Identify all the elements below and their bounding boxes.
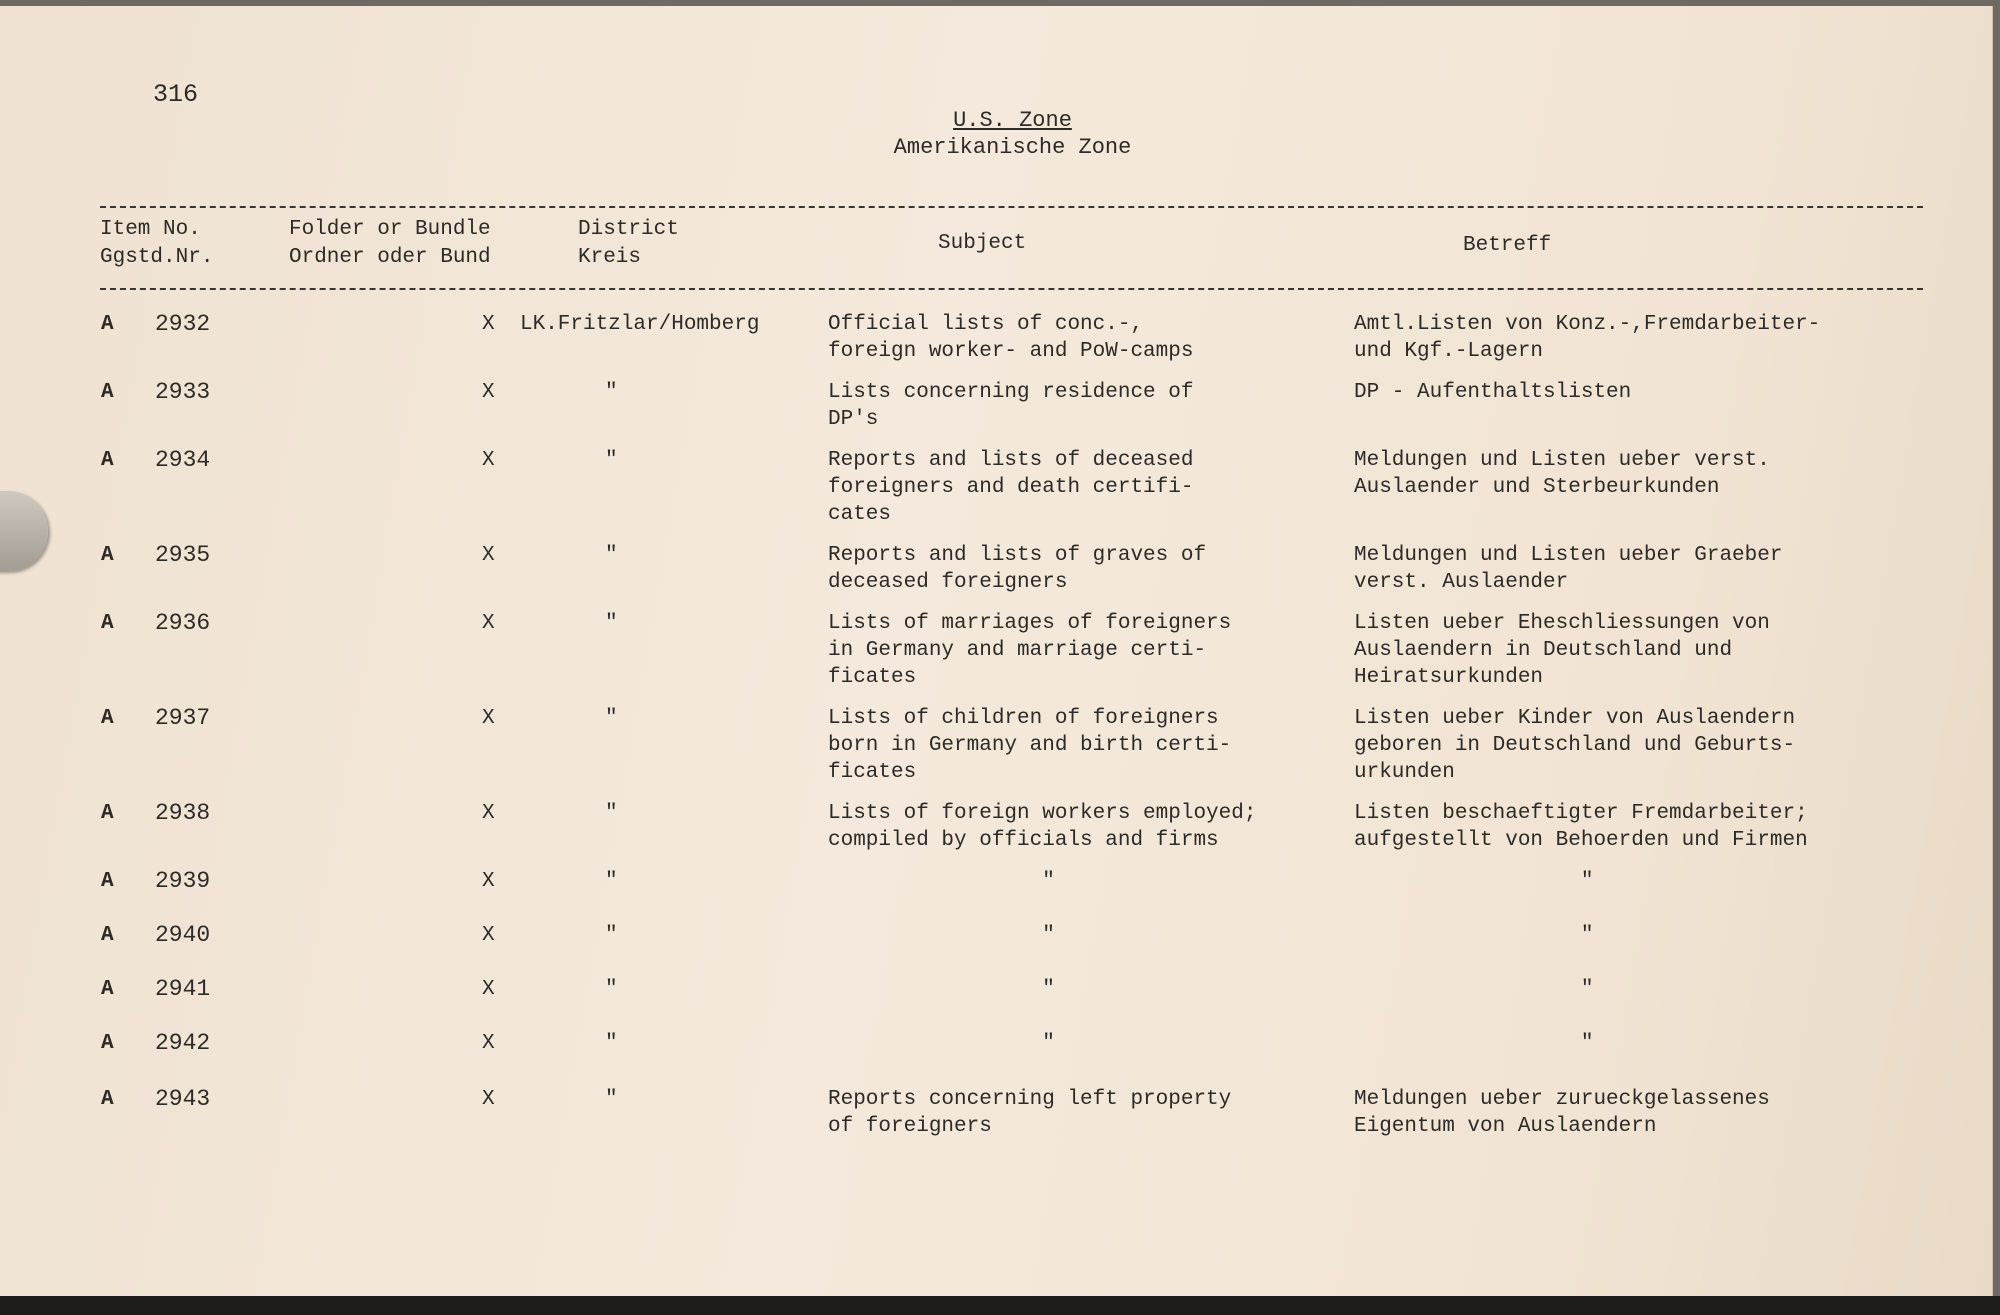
subject: " [828, 924, 1055, 947]
betreff: " [1354, 924, 1594, 947]
bundle-mark: X [482, 449, 495, 472]
item-prefix: A [101, 381, 114, 404]
item-number: 2940 [155, 922, 211, 948]
item-prefix: A [101, 1088, 114, 1111]
subject: " [828, 1032, 1055, 1055]
item-number: 2932 [155, 311, 211, 337]
item-number: 2936 [155, 610, 211, 636]
item-prefix: A [101, 313, 114, 336]
district: " [605, 707, 618, 730]
item-prefix: A [101, 870, 114, 893]
betreff: Meldungen und Listen ueber verst. Auslaender und Sterbeurkunden [1354, 449, 1770, 499]
bundle-mark: X [482, 802, 495, 825]
header-bottom-rule [100, 288, 1923, 290]
bundle-mark: X [482, 707, 495, 730]
subject: Lists of children of foreigners born in Germany and birth certi- ficates [828, 707, 1232, 784]
betreff: Listen beschaeftigter Fremdarbeiter; aufgestellt von Behoerden und Firmen [1354, 802, 1808, 852]
district: " [605, 449, 618, 472]
bundle-mark: X [482, 870, 495, 893]
betreff: " [1354, 1032, 1594, 1055]
page-number: 316 [153, 80, 199, 109]
header-district-de: Kreis [578, 246, 642, 269]
bundle-mark: X [482, 1032, 495, 1055]
betreff: " [1354, 978, 1594, 1001]
district: " [605, 924, 618, 947]
item-number: 2933 [155, 379, 211, 405]
subject: " [828, 870, 1055, 893]
bundle-mark: X [482, 313, 495, 336]
subject: Reports and lists of graves of deceased foreigners [828, 544, 1207, 594]
item-prefix: A [101, 612, 114, 635]
item-number: 2935 [155, 542, 211, 568]
bundle-mark: X [482, 381, 495, 404]
subject: " [828, 978, 1055, 1001]
item-prefix: A [101, 449, 114, 472]
bundle-mark: X [482, 612, 495, 635]
item-number: 2938 [155, 800, 211, 826]
betreff: DP - Aufenthaltslisten [1354, 381, 1632, 404]
item-number: 2943 [155, 1086, 211, 1112]
header-district-en: District [578, 218, 679, 241]
item-prefix: A [101, 924, 114, 947]
district: " [605, 381, 618, 404]
subject: Reports and lists of deceased foreigners and death certifi- cates [828, 449, 1194, 526]
district: " [605, 802, 618, 825]
item-prefix: A [101, 707, 114, 730]
betreff: Meldungen und Listen ueber Graeber verst. Auslaender [1354, 544, 1783, 594]
header-item-de: Ggstd.Nr. [100, 246, 214, 269]
item-prefix: A [101, 978, 114, 1001]
bundle-mark: X [482, 544, 495, 567]
zone-title: U.S. Zone [953, 108, 1072, 133]
document-page [0, 6, 1993, 1296]
header-subject: Subject [938, 232, 1027, 255]
district: " [605, 870, 618, 893]
item-number: 2937 [155, 705, 211, 731]
subject: Lists of marriages of foreigners in Germany and marriage certi- ficates [828, 612, 1232, 689]
district: " [605, 544, 618, 567]
item-number: 2941 [155, 976, 211, 1002]
district: LK.Fritzlar/Homberg [520, 313, 760, 336]
bundle-mark: X [482, 978, 495, 1001]
item-prefix: A [101, 544, 114, 567]
betreff: Meldungen ueber zurueckgelassenes Eigentum von Auslaendern [1354, 1088, 1770, 1138]
header-item-en: Item No. [100, 218, 201, 241]
district: " [605, 978, 618, 1001]
header-folder-en: Folder or Bundle [289, 218, 491, 241]
item-prefix: A [101, 1032, 114, 1055]
header-folder-de: Ordner oder Bund [289, 246, 491, 269]
subject: Official lists of conc.-, foreign worker- and PoW-camps [828, 313, 1194, 363]
bundle-mark: X [482, 1088, 495, 1111]
bundle-mark: X [482, 924, 495, 947]
subject: Reports concerning left property of foreigners [828, 1088, 1232, 1138]
item-number: 2934 [155, 447, 211, 473]
scan-bottom-edge [0, 1296, 2000, 1315]
betreff: Listen ueber Kinder von Auslaendern geboren in Deutschland und Geburts- urkunden [1354, 707, 1796, 784]
district: " [605, 1088, 618, 1111]
subject: Lists of foreign workers employed; compiled by officials and firms [828, 802, 1257, 852]
subject: Lists concerning residence of DP's [828, 381, 1194, 431]
betreff: Amtl.Listen von Konz.-,Fremdarbeiter- und Kgf.-Lagern [1354, 313, 1821, 363]
zone-subtitle: Amerikanische Zone [893, 135, 1132, 160]
district: " [605, 612, 618, 635]
item-number: 2939 [155, 868, 211, 894]
item-prefix: A [101, 802, 114, 825]
betreff: " [1354, 870, 1594, 893]
betreff: Listen ueber Eheschliessungen von Auslaendern in Deutschland und Heiratsurkunden [1354, 612, 1770, 689]
district: " [605, 1032, 618, 1055]
binder-tab [0, 491, 48, 571]
item-number: 2942 [155, 1030, 211, 1056]
header-top-rule [100, 206, 1923, 208]
header-betreff: Betreff [1463, 234, 1552, 257]
